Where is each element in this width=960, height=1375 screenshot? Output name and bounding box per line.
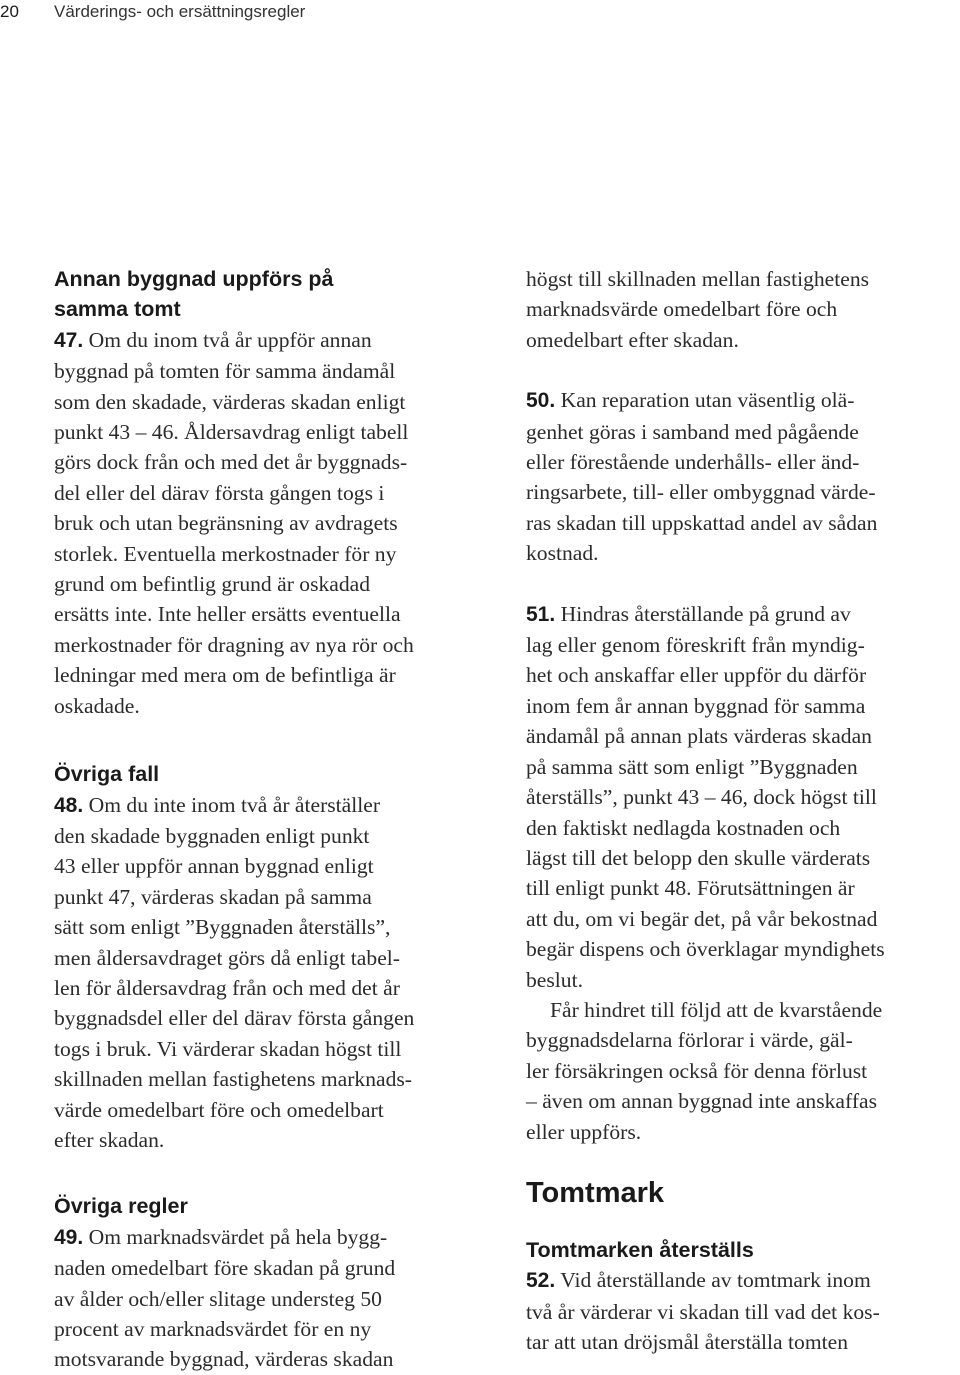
- item-number-49: 49.: [54, 1225, 84, 1249]
- paragraph-50: 50. Kan reparation utan väsentlig olä- genhet göras i samband med pågående eller förestående underhålls- eller änd- ringsarbete, till- eller ombyggnad värde- ras skadan till uppskattad andel av sådan kostnad.: [526, 388, 878, 566]
- paragraph-49: 49. Om marknadsvärdet på hela bygg- naden omedelbart före skadan på grund av ålder och/eller slitage understeg 50 procent av marknadsvärdet för en ny motsvarande byggnad, värderas skadan: [54, 1224, 396, 1372]
- heading-ovriga-fall: Övriga fall: [54, 762, 160, 787]
- page-header: [0, 0, 960, 24]
- section-title-tomtmark: Tomtmark: [526, 1176, 665, 1209]
- paragraph-47: 47. Om du inom två år uppför annan byggnad på tomten för samma ändamål som den skadade, värderas skadan enligt punkt 43 – 46. Åldersavdrag enligt tabell görs dock från och med det år byggnads- del eller del därav första gången togs i bruk och utan begränsning av avdragets storlek. Eventuella merkostnader för ny grund om befintlig grund är oskadad ersätts inte. Inte heller ersätts eventuella merkostnader för dragning av nya rör och ledningar med mera om de befintliga är oskadade.: [54, 327, 414, 718]
- paragraph-49-continued: högst till skillnaden mellan fastighetens marknadsvärde omedelbart före och omedelbart efter skadan.: [526, 267, 870, 352]
- heading-ovriga-regler: Övriga regler: [54, 1194, 188, 1219]
- heading-tomtmarken-aterstalls: Tomtmarken återställs: [526, 1237, 754, 1262]
- item-number-50: 50.: [526, 389, 556, 413]
- item-number-48: 48.: [54, 793, 84, 817]
- item-number-52: 52.: [526, 1269, 556, 1293]
- paragraph-51: 51. Hindras återställande på grund av lag eller genom föreskrift från myndig- het och anskaffar eller uppför du därför inom fem år annan byggnad för samma ändamål på annan plats värderas skadan på samma sätt som enligt ”Byggnaden återställs”, punkt 43 – 46, dock högst till den faktiskt nedlagda kostnaden och lägst till det belopp den skulle värderats till enligt punkt 48. Förutsättningen är att du, om vi begär det, på vår bekostnad begär dispens och överklagar myndighets beslut.: [526, 601, 885, 992]
- item-number-47: 47.: [54, 328, 84, 352]
- paragraph-48: 48. Om du inte inom två år återställer den skadade byggnaden enligt punkt 43 eller uppför annan byggnad enligt punkt 47, värderas skadan på samma sätt som enligt ”Byggnaden återställs”, men åldersavdraget görs då enligt tabel- len för åldersavdrag från och med det år byggnadsdel eller del därav första gången togs i bruk. Vi värderar skadan högst till skillnaden mellan fastighetens marknads- värde omedelbart före och omedelbart efter skadan.: [54, 792, 415, 1152]
- page-number: 20: [0, 2, 19, 21]
- item-number-51: 51.: [526, 602, 556, 626]
- heading-annan-byggnad: Annan byggnad uppförs på samma tomt: [54, 267, 334, 322]
- paragraph-51-continued: Får hindret till följd att de kvarstående byggnadsdelarna förlorar i värde, gäl- ler försäkringen också för denna förlust – även om annan byggnad inte anskaffas eller uppförs.: [526, 997, 883, 1144]
- paragraph-52: 52. Vid återställande av tomtmark inom två år värderar vi skadan till vad det kos- tar att utan dröjsmål återställa tomten: [526, 1268, 880, 1355]
- running-title: Värderings- och ersättningsregler: [54, 2, 306, 21]
- right-column: [526, 264, 960, 1358]
- left-column: [54, 264, 504, 1375]
